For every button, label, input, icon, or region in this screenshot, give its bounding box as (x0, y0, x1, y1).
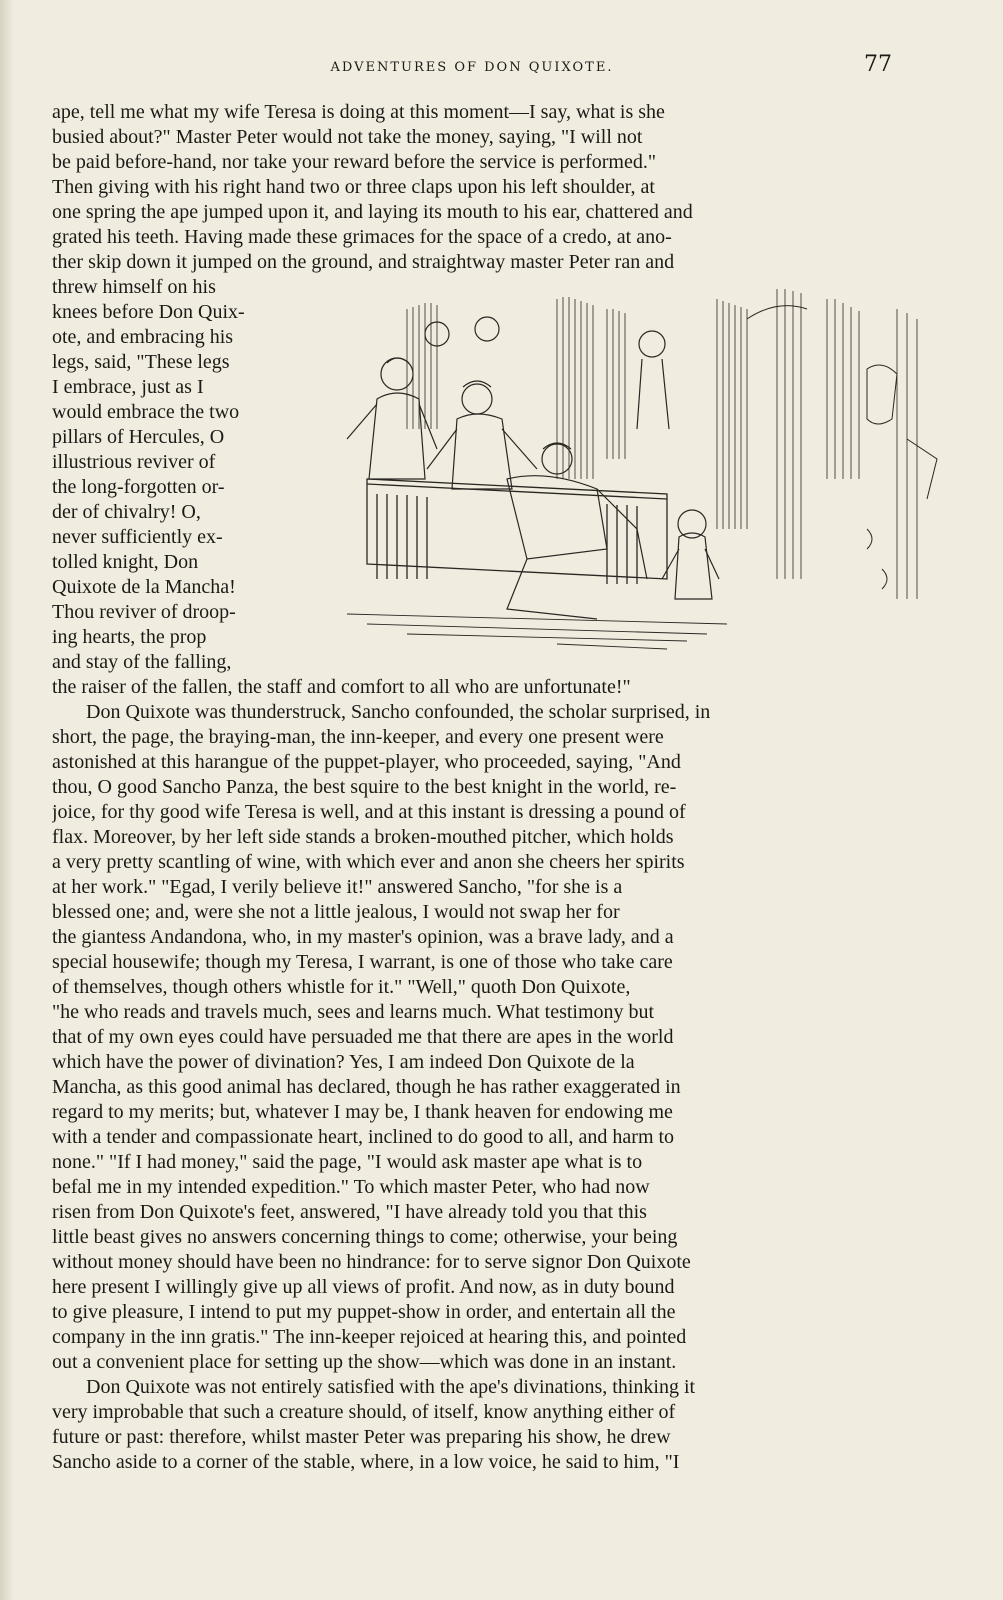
text-line: knees before Don Quix- (52, 301, 245, 323)
text-line: blessed one; and, were she not a little jealous, I would not swap her for (52, 901, 620, 923)
text-line: "he who reads and travels much, sees and learns much. What testimony but (52, 1001, 655, 1023)
text-line: short, the page, the braying-man, the inn-keeper, and every one present were (52, 726, 664, 748)
body-text (52, 100, 892, 1475)
text-line: ape, tell me what my wife Teresa is doing at this moment—I say, what is she (52, 101, 665, 123)
text-line: illustrious reviver of (52, 451, 216, 473)
text-line: little beast gives no answers concerning things to come; otherwise, your being (52, 1226, 678, 1248)
text-line: very improbable that such a creature should, of itself, know anything either of (52, 1401, 676, 1423)
text-line: one spring the ape jumped upon it, and laying its mouth to his ear, chattered and (52, 201, 693, 223)
wrapped-text-column (52, 275, 290, 675)
text-line: a very pretty scantling of wine, with which ever and anon she cheers her spirits (52, 851, 685, 873)
text-line: special housewife; though my Teresa, I warrant, is one of those who take care (52, 951, 673, 973)
text-line: ther skip down it jumped on the ground, and straightway master Peter ran and (52, 251, 675, 273)
text-line: here present I willingly give up all views of profit. And now, as in duty bound (52, 1276, 675, 1298)
text-line: would embrace the two (52, 401, 240, 423)
text-line: with a tender and compassionate heart, inclined to do good to all, and harm to (52, 1126, 675, 1148)
text-line: busied about?" Master Peter would not take the money, saying, "I will not (52, 126, 643, 148)
text-line: astonished at this harangue of the puppet-player, who proceeded, saying, "And (52, 751, 681, 773)
running-title: ADVENTURES OF DON QUIXOTE. (330, 60, 614, 75)
top-paragraph (52, 100, 892, 275)
text-line: Sancho aside to a corner of the stable, where, in a low voice, he said to him, "I (52, 1451, 680, 1473)
illustration-wrap-region (52, 275, 892, 675)
text-line: I embrace, just as I (52, 376, 204, 398)
text-line: out a convenient place for setting up the show—which was done in an instant. (52, 1351, 677, 1373)
text-line: that of my own eyes could have persuaded me that there are apes in the world (52, 1026, 674, 1048)
floor-lines (347, 614, 727, 649)
text-line: befal me in my intended expedition." To which master Peter, who had now (52, 1176, 650, 1198)
text-line: the long-forgotten or- (52, 476, 225, 498)
text-line: flax. Moreover, by her left side stands a broken-mouthed pitcher, which holds (52, 826, 674, 848)
text-line: Quixote de la Mancha! (52, 576, 236, 598)
figure-seated-knight (427, 381, 537, 489)
text-line: Don Quixote was thunderstruck, Sancho confounded, the scholar surprised, in (86, 701, 711, 723)
text-line: which have the power of divination? Yes, I am indeed Don Quixote de la (52, 1051, 635, 1073)
text-line: ing hearts, the prop (52, 626, 207, 648)
text-line: never sufficiently ex- (52, 526, 223, 548)
figure-kneeling-man (507, 443, 647, 619)
text-line: at her work." "Egad, I verily believe it!" answered Sancho, "for she is a (52, 876, 623, 898)
text-line: risen from Don Quixote's feet, answered, "I have already told you that this (52, 1201, 647, 1223)
text-line: thou, O good Sancho Panza, the best squire to the best knight in the world, re- (52, 776, 677, 798)
text-line: ote, and embracing his (52, 326, 234, 348)
text-line: Thou reviver of droop- (52, 601, 236, 623)
text-line: grated his teeth. Having made these grimaces for the space of a credo, at ano- (52, 226, 672, 248)
text-line: be paid before-hand, nor take your reward before the service is performed." (52, 151, 657, 173)
text-line: regard to my merits; but, whatever I may be, I thank heaven for endowing me (52, 1101, 673, 1123)
page-number: 77 (864, 52, 892, 77)
bottom-paragraphs (52, 675, 892, 1475)
text-line: tolled knight, Don (52, 551, 199, 573)
text-line: Mancha, as this good animal has declared, though he has rather exaggerated in (52, 1076, 681, 1098)
text-line: Don Quixote was not entirely satisfied with the ape's divinations, thinking it (86, 1376, 696, 1398)
table (367, 479, 667, 584)
text-line: pillars of Hercules, O (52, 426, 225, 448)
page-header (52, 52, 892, 82)
text-line: future or past: therefore, whilst master Peter was preparing his show, he drew (52, 1426, 671, 1448)
text-line: the raiser of the fallen, the staff and comfort to all who are unfortunate!" (52, 676, 631, 698)
text-line: Then giving with his right hand two or three claps upon his left shoulder, at (52, 176, 655, 198)
right-side-details (747, 306, 937, 589)
text-line: to give pleasure, I intend to put my puppet-show in order, and entertain all the (52, 1301, 676, 1323)
text-line: joice, for thy good wife Teresa is well, and at this instant is dressing a pound of (52, 801, 686, 823)
text-line: threw himself on his (52, 276, 216, 298)
text-line: der of chivalry! O, (52, 501, 201, 523)
engraving-illustration (307, 279, 947, 671)
text-line: and stay of the falling, (52, 651, 232, 673)
figure-ape (662, 510, 719, 599)
text-line: legs, said, "These legs (52, 351, 230, 373)
figure-background-men (425, 317, 669, 429)
text-line: without money should have been no hindrance: for to serve signor Don Quixote (52, 1251, 691, 1273)
text-line: of themselves, though others whistle for it." "Well," quoth Don Quixote, (52, 976, 631, 998)
text-line: the giantess Andandona, who, in my master's opinion, was a brave lady, and a (52, 926, 674, 948)
figure-standing-man (347, 358, 437, 479)
text-line: company in the inn gratis." The inn-keeper rejoiced at hearing this, and pointed (52, 1326, 687, 1348)
page-edge-shadow (0, 0, 14, 1600)
text-line: none." "If I had money," said the page, "I would ask master ape what is to (52, 1151, 643, 1173)
